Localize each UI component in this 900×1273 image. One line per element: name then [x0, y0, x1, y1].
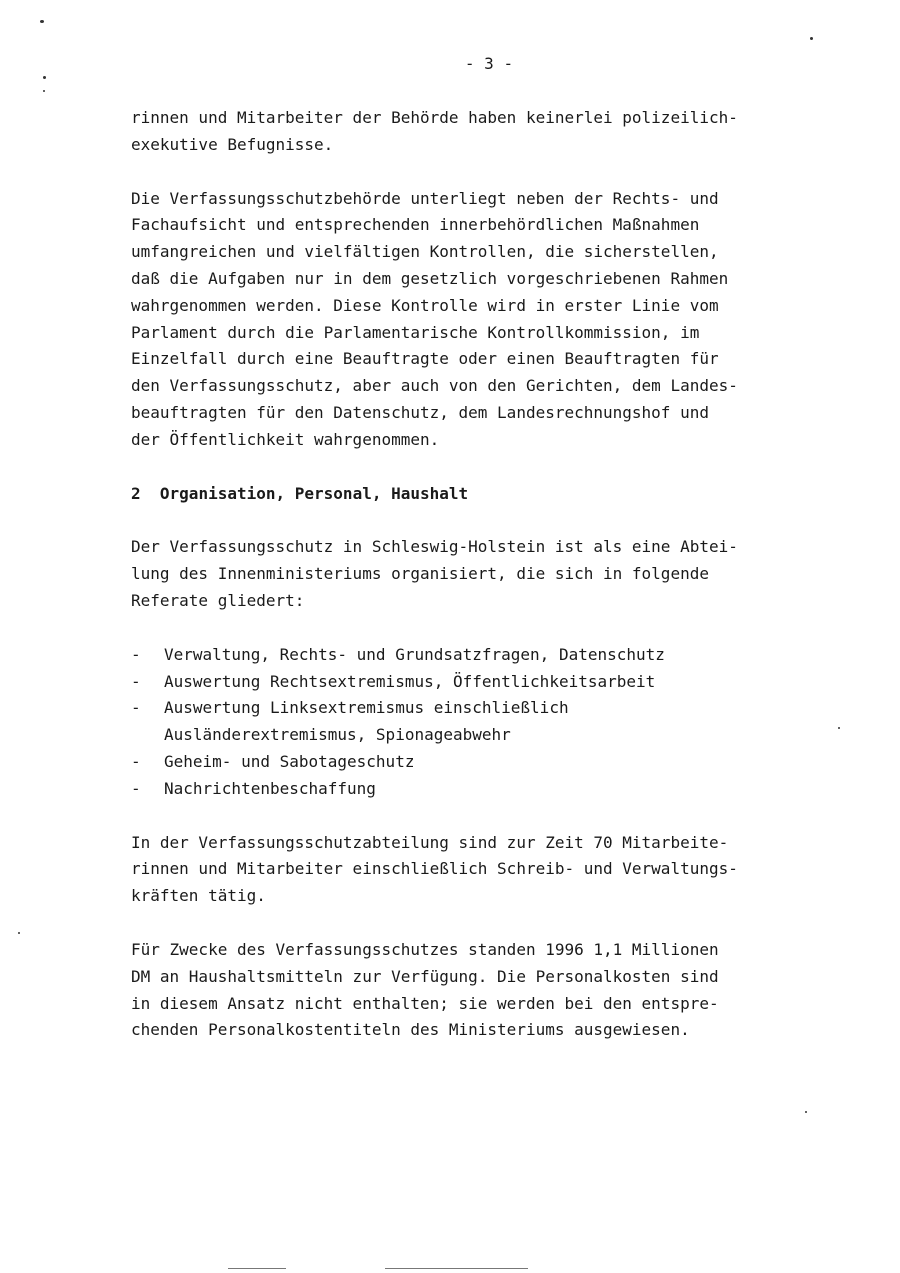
text-line: daß die Aufgaben nur in dem gesetzlich vorgeschriebenen Rahmen	[131, 268, 729, 288]
text-line: chenden Personalkostentiteln des Ministeriums ausgewiesen.	[131, 1020, 690, 1040]
page-number: - 3 -	[464, 54, 514, 73]
list-item	[131, 669, 851, 696]
list-item-text: Nachrichtenbeschaffung	[164, 778, 376, 798]
scan-line	[385, 1268, 528, 1269]
list-marker: -	[131, 778, 141, 798]
list-item	[131, 749, 851, 776]
text-line: DM an Haushaltsmitteln zur Verfügung. Die Personalkosten sind	[131, 966, 719, 986]
paragraph-budget	[131, 937, 851, 1044]
section-heading	[131, 481, 851, 508]
text-line: Fachaufsicht und entsprechenden innerbehördlichen Maßnahmen	[131, 215, 700, 235]
text-line: der Öffentlichkeit wahrgenommen.	[131, 429, 440, 449]
text-line: Einzelfall durch eine Beauftragte oder einen Beauftragten für	[131, 349, 719, 369]
scan-speck	[838, 727, 840, 729]
list-marker: -	[131, 671, 141, 691]
scan-speck	[43, 90, 45, 92]
scan-speck	[40, 20, 44, 23]
document-body	[131, 105, 851, 1071]
text-line: wahrgenommen werden. Diese Kontrolle wird in erster Linie vom	[131, 295, 719, 315]
scan-speck	[810, 37, 813, 40]
paragraph-continuation	[131, 105, 851, 159]
department-list	[131, 642, 851, 803]
list-marker: -	[131, 698, 141, 718]
list-item-text: Geheim- und Sabotageschutz	[164, 751, 415, 771]
list-item-text: Verwaltung, Rechts- und Grundsatzfragen, Datenschutz	[164, 644, 665, 664]
scan-speck	[805, 1111, 807, 1113]
list-item-text: Auswertung Rechtsextremismus, Öffentlichkeitsarbeit	[164, 671, 656, 691]
list-marker: -	[131, 644, 141, 664]
section-number: 2	[131, 483, 141, 503]
paragraph-organisation	[131, 534, 851, 614]
section-title: Organisation, Personal, Haushalt	[159, 483, 469, 503]
text-line: Parlament durch die Parlamentarische Kontrollkommission, im	[131, 322, 700, 342]
text-line: kräften tätig.	[131, 886, 266, 906]
text-line: umfangreichen und vielfältigen Kontrollen, die sicherstellen,	[131, 242, 719, 262]
text-line: rinnen und Mitarbeiter einschließlich Schreib- und Verwaltungs-	[131, 859, 738, 879]
text-line: Der Verfassungsschutz in Schleswig-Holstein ist als eine Abtei-	[131, 537, 738, 557]
list-item	[131, 776, 851, 803]
paragraph-oversight	[131, 186, 851, 454]
text-line: den Verfassungsschutz, aber auch von den Gerichten, dem Landes-	[131, 376, 738, 396]
text-line: beauftragten für den Datenschutz, dem Landesrechnungshof und	[131, 402, 709, 422]
text-line: rinnen und Mitarbeiter der Behörde haben keinerlei polizeilich-	[131, 108, 738, 127]
scan-speck	[43, 76, 46, 79]
list-item-text: Auswertung Linksextremismus einschließlich	[164, 698, 569, 718]
text-line: in diesem Ansatz nicht enthalten; sie werden bei den entspre-	[131, 993, 719, 1013]
text-line: In der Verfassungsschutzabteilung sind zur Zeit 70 Mitarbeite-	[131, 832, 729, 852]
paragraph-personnel	[131, 830, 851, 910]
list-item	[131, 642, 851, 669]
scan-speck	[18, 932, 20, 934]
text-line: lung des Innenministeriums organisiert, die sich in folgende	[131, 564, 709, 584]
text-line: exekutive Befugnisse.	[131, 134, 334, 154]
list-item-text: Ausländerextremismus, Spionageabwehr	[164, 725, 511, 745]
list-item	[131, 695, 851, 749]
text-line: Referate gliedert:	[131, 590, 305, 610]
list-marker: -	[131, 751, 141, 771]
scan-line	[228, 1268, 286, 1269]
text-line: Für Zwecke des Verfassungsschutzes standen 1996 1,1 Millionen	[131, 939, 719, 959]
text-line: Die Verfassungsschutzbehörde unterliegt neben der Rechts- und	[131, 188, 719, 208]
